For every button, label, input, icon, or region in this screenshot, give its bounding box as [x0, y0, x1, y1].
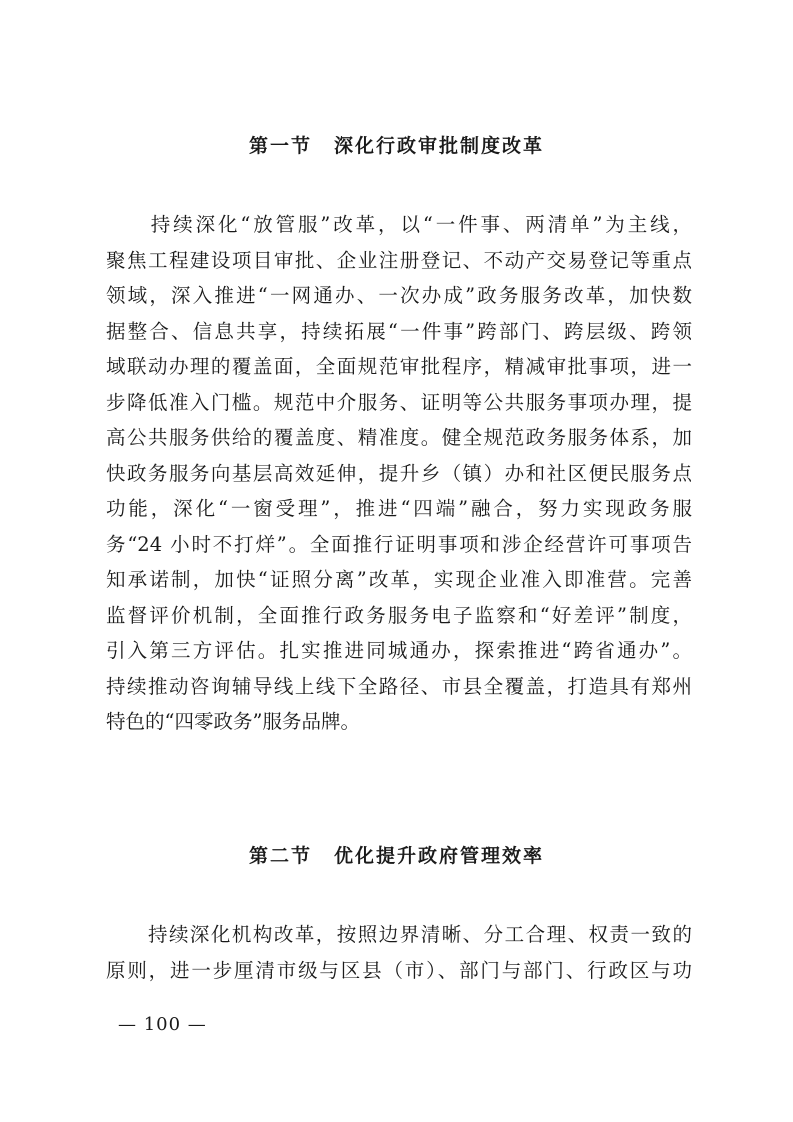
section2-heading	[0, 844, 793, 868]
text-line: 领域，深入推进“一网通办、一次办成”政务服务改革，加快数	[106, 284, 692, 307]
text-line: 持续深化机构改革，按照边界清晰、分工合理、权责一致的	[106, 923, 692, 946]
text-line: 原则，进一步厘清市级与区县（市）、部门与部门、行政区与功	[106, 958, 692, 982]
text-line: 步降低准入门槛。规范中介服务、证明等公共服务事项办理，提	[106, 390, 692, 414]
text-line: 据整合、信息共享，持续拓展“一件事”跨部门、跨层级、跨领	[106, 319, 692, 343]
section1-heading	[0, 134, 793, 158]
text-line: 务“24 小时不打烊”。全面推行证明事项和涉企经营许可事项告	[106, 532, 692, 556]
section1-title: 深化行政审批制度改革	[334, 135, 545, 157]
text-line: 监督评价机制，全面推行政务服务电子监察和“好差评”制度，	[106, 603, 692, 627]
text-line: 特色的“四零政务”服务品牌。	[106, 710, 360, 733]
text-line: 持续推动咨询辅导线上线下全路径、市县全覆盖，打造具有郑州	[106, 674, 692, 698]
text-line: 知承诺制，加快“证照分离”改革，实现企业准入即准营。完善	[106, 568, 692, 591]
section1-paragraph	[106, 207, 692, 740]
text-line: 域联动办理的覆盖面，全面规范审批程序，精减审批事项，进一	[106, 355, 692, 378]
text-line: 引入第三方评估。扎实推进同城通办，探索推进“跨省通办”。	[106, 639, 692, 662]
page-number: — 100 —	[118, 1014, 207, 1035]
text-line: 高公共服务供给的覆盖度、精准度。健全规范政务服务体系，加	[106, 426, 692, 449]
section2-title: 优化提升政府管理效率	[334, 845, 545, 867]
text-line: 功能，深化“一窗受理”，推进“四端”融合，努力实现政务服	[106, 497, 692, 520]
section1-number: 第一节	[248, 135, 312, 157]
text-line: 持续深化“放管服”改革，以“一件事、两清单”为主线，	[106, 213, 692, 236]
text-line: 聚焦工程建设项目审批、企业注册登记、不动产交易登记等重点	[106, 248, 692, 272]
section2-number: 第二节	[248, 845, 312, 867]
section2-paragraph	[106, 917, 692, 988]
text-line: 快政务服务向基层高效延伸，提升乡（镇）办和社区便民服务点	[106, 461, 692, 485]
